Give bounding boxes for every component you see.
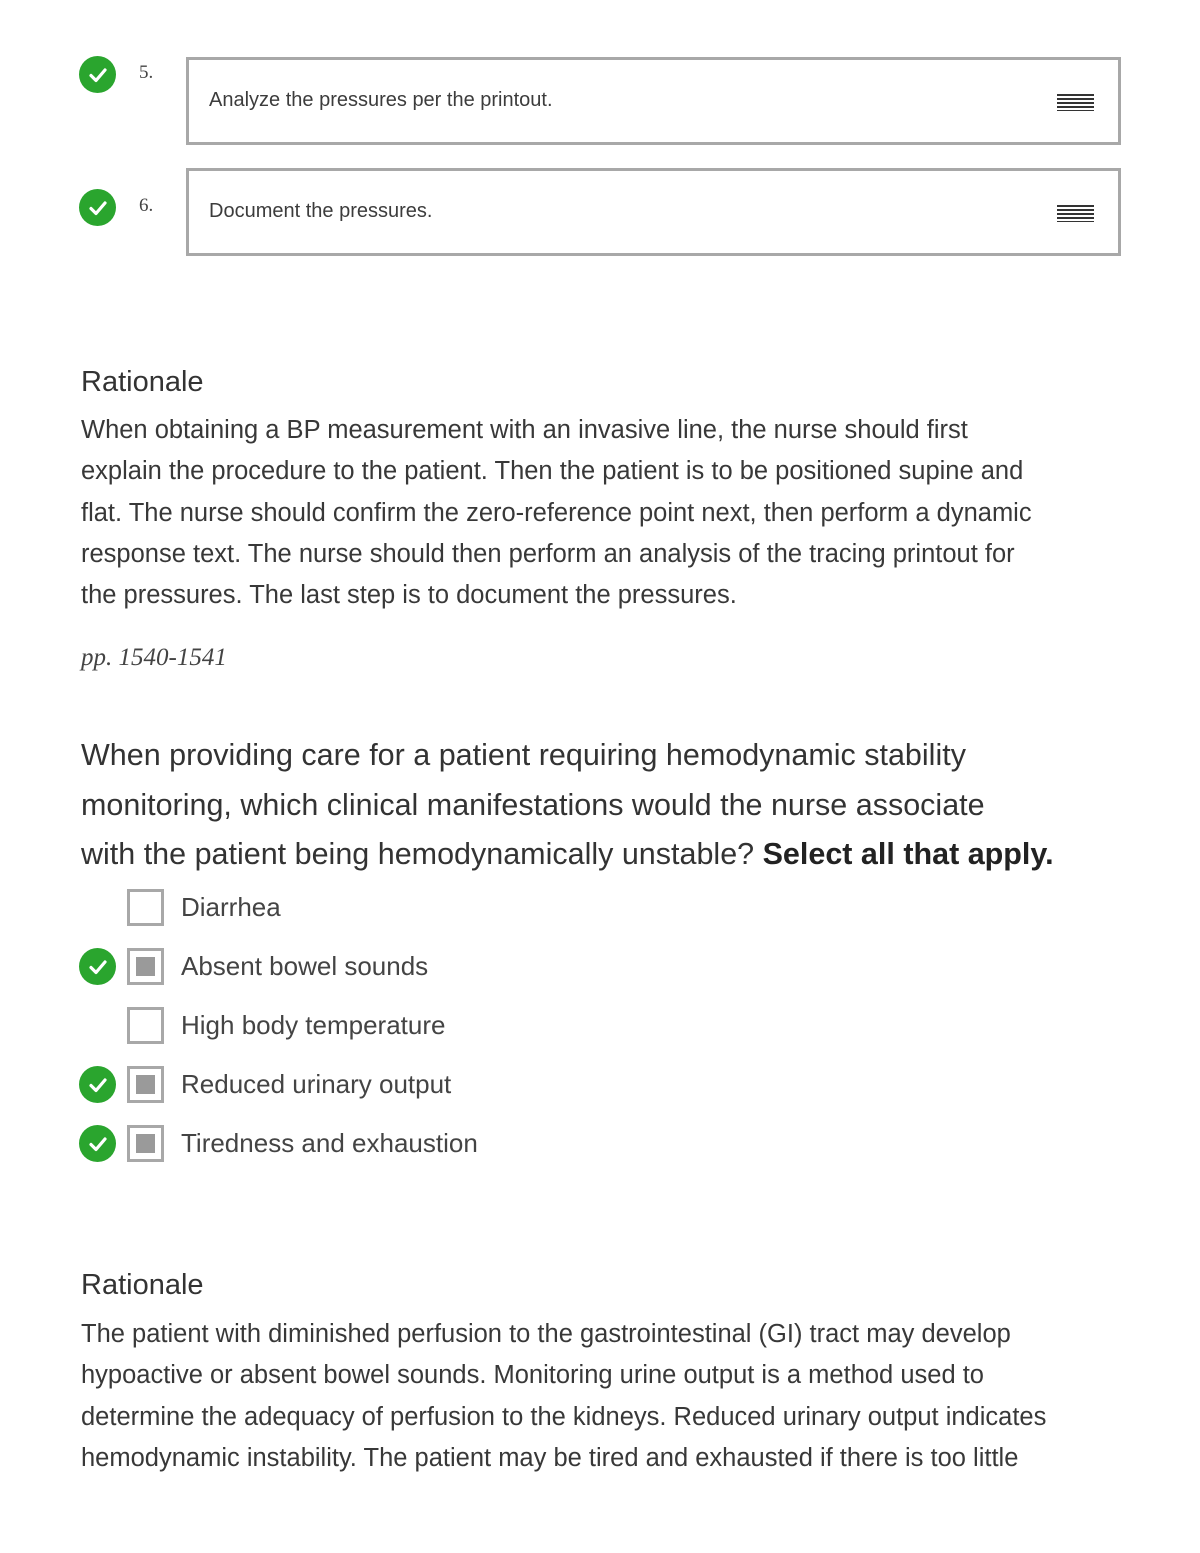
page-reference: pp. 1540-1541: [81, 644, 227, 671]
correct-check-icon: [79, 1125, 116, 1162]
rationale-text: [81, 410, 1121, 616]
answer-option: [0, 948, 700, 988]
rationale-heading: Rationale: [81, 1269, 204, 1301]
drag-handle-icon[interactable]: [1057, 94, 1094, 111]
option-label: Tiredness and exhaustion: [181, 1128, 478, 1158]
answer-option: [0, 889, 700, 929]
option-label: Absent bowel sounds: [181, 951, 429, 981]
draggable-answer-box[interactable]: [186, 168, 1121, 256]
option-label: Reduced urinary output: [181, 1069, 452, 1099]
order-item-text: Analyze the pressures per the printout.: [209, 89, 553, 111]
rationale-heading: Rationale: [81, 366, 204, 398]
correct-check-icon: [79, 948, 116, 985]
correct-check-icon: [79, 1066, 116, 1103]
answer-option: [0, 1066, 700, 1106]
rationale-line: hypoactive or absent bowel sounds. Monitoring urine output is a method used to: [81, 1361, 984, 1390]
answer-option: [0, 1007, 700, 1047]
option-checkbox[interactable]: [127, 889, 164, 926]
checked-mark: [136, 1075, 155, 1094]
rationale-line: hemodynamic instability. The patient may be tired and exhausted if there is too little: [81, 1443, 1019, 1472]
question-line: monitoring, which clinical manifestations would the nurse associate: [81, 787, 985, 822]
question-line: When providing care for a patient requiring hemodynamic stability: [81, 738, 966, 772]
rationale-text: [81, 1314, 1121, 1479]
rationale-line: explain the procedure to the patient. Then the patient is to be positioned supine and: [81, 457, 1024, 486]
select-all-instruction: Select all that apply.: [762, 837, 1054, 871]
correct-check-icon: [79, 56, 116, 93]
question-line-text: with the patient being hemodynamically unstable?: [81, 837, 763, 871]
rationale-line: flat. The nurse should confirm the zero-reference point next, then perform a dynamic: [81, 498, 1032, 527]
draggable-answer-box[interactable]: [186, 57, 1121, 145]
option-checkbox-checked[interactable]: [127, 948, 164, 985]
rationale-line: response text. The nurse should then perform an analysis of the tracing printout for: [81, 539, 1015, 568]
question-stem: [81, 731, 1141, 880]
order-number: 5.: [139, 62, 154, 83]
rationale-line: When obtaining a BP measurement with an invasive line, the nurse should first: [81, 416, 968, 444]
option-label: Diarrhea: [181, 892, 281, 922]
rationale-line: the pressures. The last step is to document the pressures.: [81, 581, 737, 610]
correct-check-icon: [79, 189, 116, 226]
order-item-text: Document the pressures.: [209, 200, 433, 222]
question-line: [81, 830, 1141, 880]
order-number: 6.: [139, 195, 154, 216]
drag-handle-icon[interactable]: [1057, 205, 1094, 222]
option-checkbox[interactable]: [127, 1007, 164, 1044]
option-label: High body temperature: [181, 1010, 446, 1040]
option-checkbox-checked[interactable]: [127, 1066, 164, 1103]
checked-mark: [136, 957, 155, 976]
checked-mark: [136, 1134, 155, 1153]
rationale-line: determine the adequacy of perfusion to the kidneys. Reduced urinary output indicates: [81, 1402, 1047, 1431]
option-checkbox-checked[interactable]: [127, 1125, 164, 1162]
answer-option: [0, 1125, 700, 1165]
rationale-line: The patient with diminished perfusion to the gastrointestinal (GI) tract may develop: [81, 1320, 1011, 1348]
